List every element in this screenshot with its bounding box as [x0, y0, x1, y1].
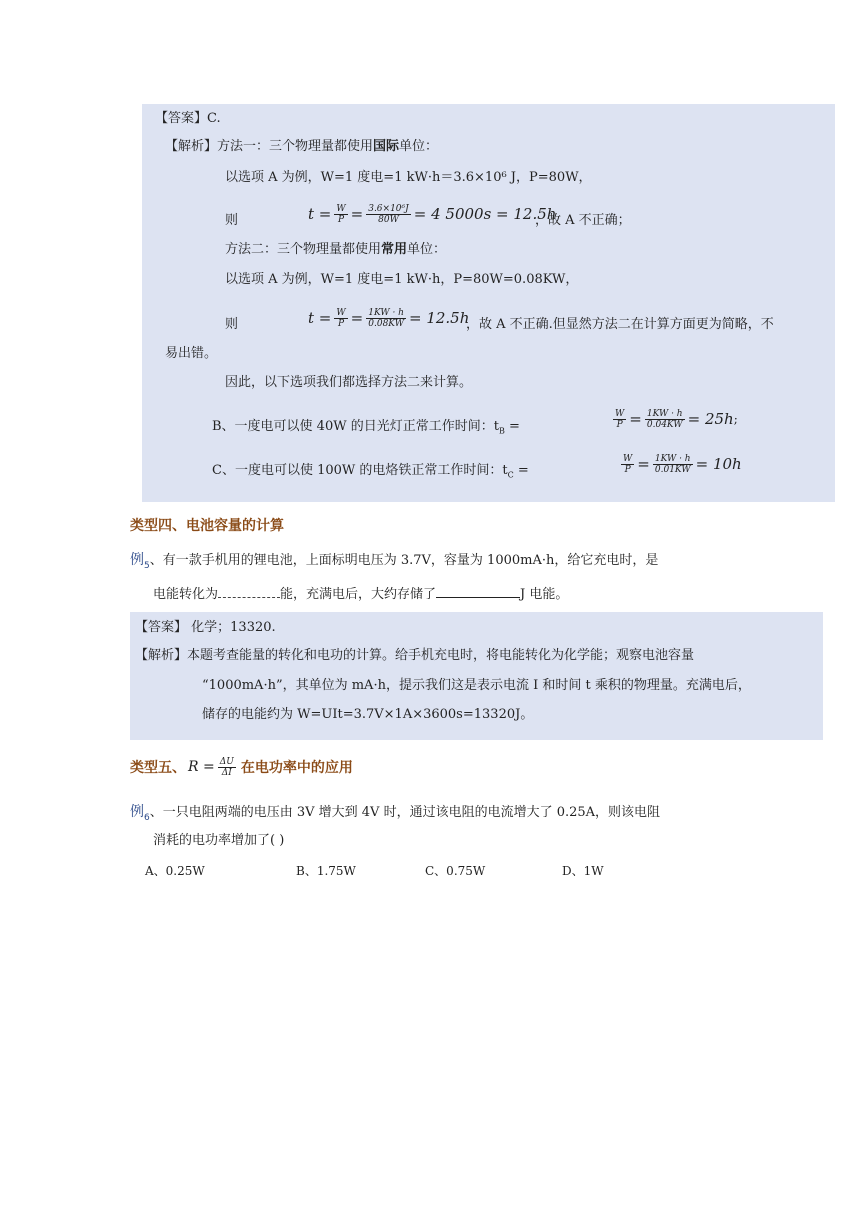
formula-2-lhs: t = — [308, 309, 332, 327]
answer-blank-2[interactable] — [436, 583, 520, 598]
formula-2-conclusion: ，故 A 不正确.但显然方法二在计算方面更为简略，不 — [466, 317, 774, 332]
option-b-frac-2: $\frac{1KW \cdot h}{0.04KW}$ — [646, 408, 683, 430]
option-b-formula: $\frac{W}{P}$ = $\frac{1KW \cdot h}{0.04KW}$ = 25h ; — [615, 408, 738, 430]
option-b[interactable]: B、1.75W — [296, 864, 356, 878]
option-a[interactable]: A、0.25W — [145, 864, 205, 878]
option-b-frac-1: $\frac{W}{P}$ — [615, 408, 625, 430]
box2-answer-text: 化学；13320. — [191, 620, 276, 635]
analysis-bold: 国际 — [373, 139, 400, 154]
example-5-line-1: 例$_5$、有一款手机用的锂电池，上面标明电压为 3.7V，容量为 1000mA·h，给它充电时，是 — [130, 552, 659, 571]
then-label-2: 则 — [225, 317, 239, 332]
analysis-label: 【解析】 — [165, 139, 218, 154]
method-2-text-b: 单位： — [407, 242, 447, 257]
example-6-line-1: 例$_6$、一只电阻两端的电压由 3V 增大到 4V 时，通过该电阻的电流增大了 0.25A，则该电阻 — [130, 804, 661, 823]
analysis-text: 方法一：三个物理量都使用 — [217, 139, 374, 154]
type5-formula: R = $\frac{\Delta U}{\Delta I}$ — [188, 756, 234, 778]
option-c-frac-2: $\frac{1KW \cdot h}{0.01KW}$ — [654, 453, 691, 475]
example-5-label: 例 — [130, 552, 144, 568]
formula-1-rhs: = 4 5000s = 12.5h — [413, 205, 557, 223]
type4-heading: 类型四、电池容量的计算 — [130, 518, 284, 534]
option-c-formula: $\frac{W}{P}$ = $\frac{1KW \cdot h}{0.01KW}$ = 10h — [623, 453, 742, 475]
box2-analysis-line-3: 储存的电能约为 W=UIt=3.7V×1A×3600s=13320J。 — [202, 707, 534, 722]
type5-heading: 类型五、 R = $\frac{\Delta U}{\Delta I}$ 在电功率中的应用 — [130, 756, 353, 778]
box2-analysis-label: 【解析】 — [135, 648, 188, 663]
answer-blank-1[interactable] — [218, 583, 280, 598]
wrap-line: 易出错。 — [165, 346, 218, 361]
method-2-text: 方法二：三个物理量都使用 — [225, 242, 382, 257]
therefore-line: 因此，以下选项我们都选择方法二来计算。 — [225, 375, 473, 390]
box2-answer-label: 【答案】 — [135, 620, 188, 635]
option-b-line: B、一度电可以使 40W 的日光灯正常工作时间：$t_B$ = — [212, 419, 520, 436]
box2-analysis-line-1: 【解析】本题考查能量的转化和电功的计算。给手机充电时，将电能转化为化学能；观察电池容量 — [135, 648, 695, 663]
formula-2-frac-1: $\frac{W}{P}$ — [336, 307, 346, 329]
box2-answer-line — [135, 619, 276, 637]
solution-box-1 — [142, 104, 835, 502]
option-c-frac-1: $\frac{W}{P}$ — [623, 453, 633, 475]
example-5-line-2: 电能转化为 能，充满电后，大约存储了 J 电能。 — [153, 583, 568, 604]
answer-line: 【答案】C. — [155, 111, 221, 126]
option-c-line: C、一度电可以使 100W 的电烙铁正常工作时间：$t_C$ = — [212, 463, 529, 480]
option-d[interactable]: D、1W — [562, 864, 604, 878]
analysis-line — [165, 138, 438, 156]
formula-1-lhs: t = — [308, 205, 332, 223]
option-c[interactable]: C、0.75W — [425, 864, 486, 878]
formula-2: t = $\frac{W}{P}$ = $\frac{1KW \cdot h}{0.08KW}$ = 12.5h — [308, 307, 470, 329]
formula-2-frac-2: $\frac{1KW \cdot h}{0.08KW}$ — [368, 307, 404, 329]
analysis-text-b: 单位： — [399, 139, 439, 154]
example-a-line: 以选项 A 为例，W=1 度电=1 kW·h＝3.6×10⁶ J，P=80W， — [225, 170, 592, 185]
formula-1-conclusion: ，故 A 不正确； — [535, 213, 631, 228]
method-2-line — [225, 241, 446, 259]
formula-2-rhs: = 12.5h — [408, 309, 470, 327]
then-label-1: 则 — [225, 213, 239, 228]
formula-1-frac-1: $\frac{W}{P}$ — [336, 203, 346, 225]
example-a-line-2: 以选项 A 为例，W=1 度电=1 kW·h，P=80W=0.08KW， — [225, 272, 579, 287]
box2-analysis-line-2: “1000mA·h”，其单位为 mA·h，提示我们这是表示电流 I 和时间 t 乘积的物理量。充满电后， — [202, 678, 751, 693]
formula-1: t = $\frac{W}{P}$ = $\frac{\text{3.6×10⁶J}}{80W}$ = 4 5000s = 12.5h — [308, 203, 557, 225]
example-6-line-2: 消耗的电功率增加了( ) — [153, 833, 285, 848]
example-6-label: 例 — [130, 804, 144, 820]
method-2-bold: 常用 — [381, 242, 408, 257]
formula-1-frac-2: $\frac{\text{3.6×10⁶J}}{80W}$ — [368, 203, 409, 225]
